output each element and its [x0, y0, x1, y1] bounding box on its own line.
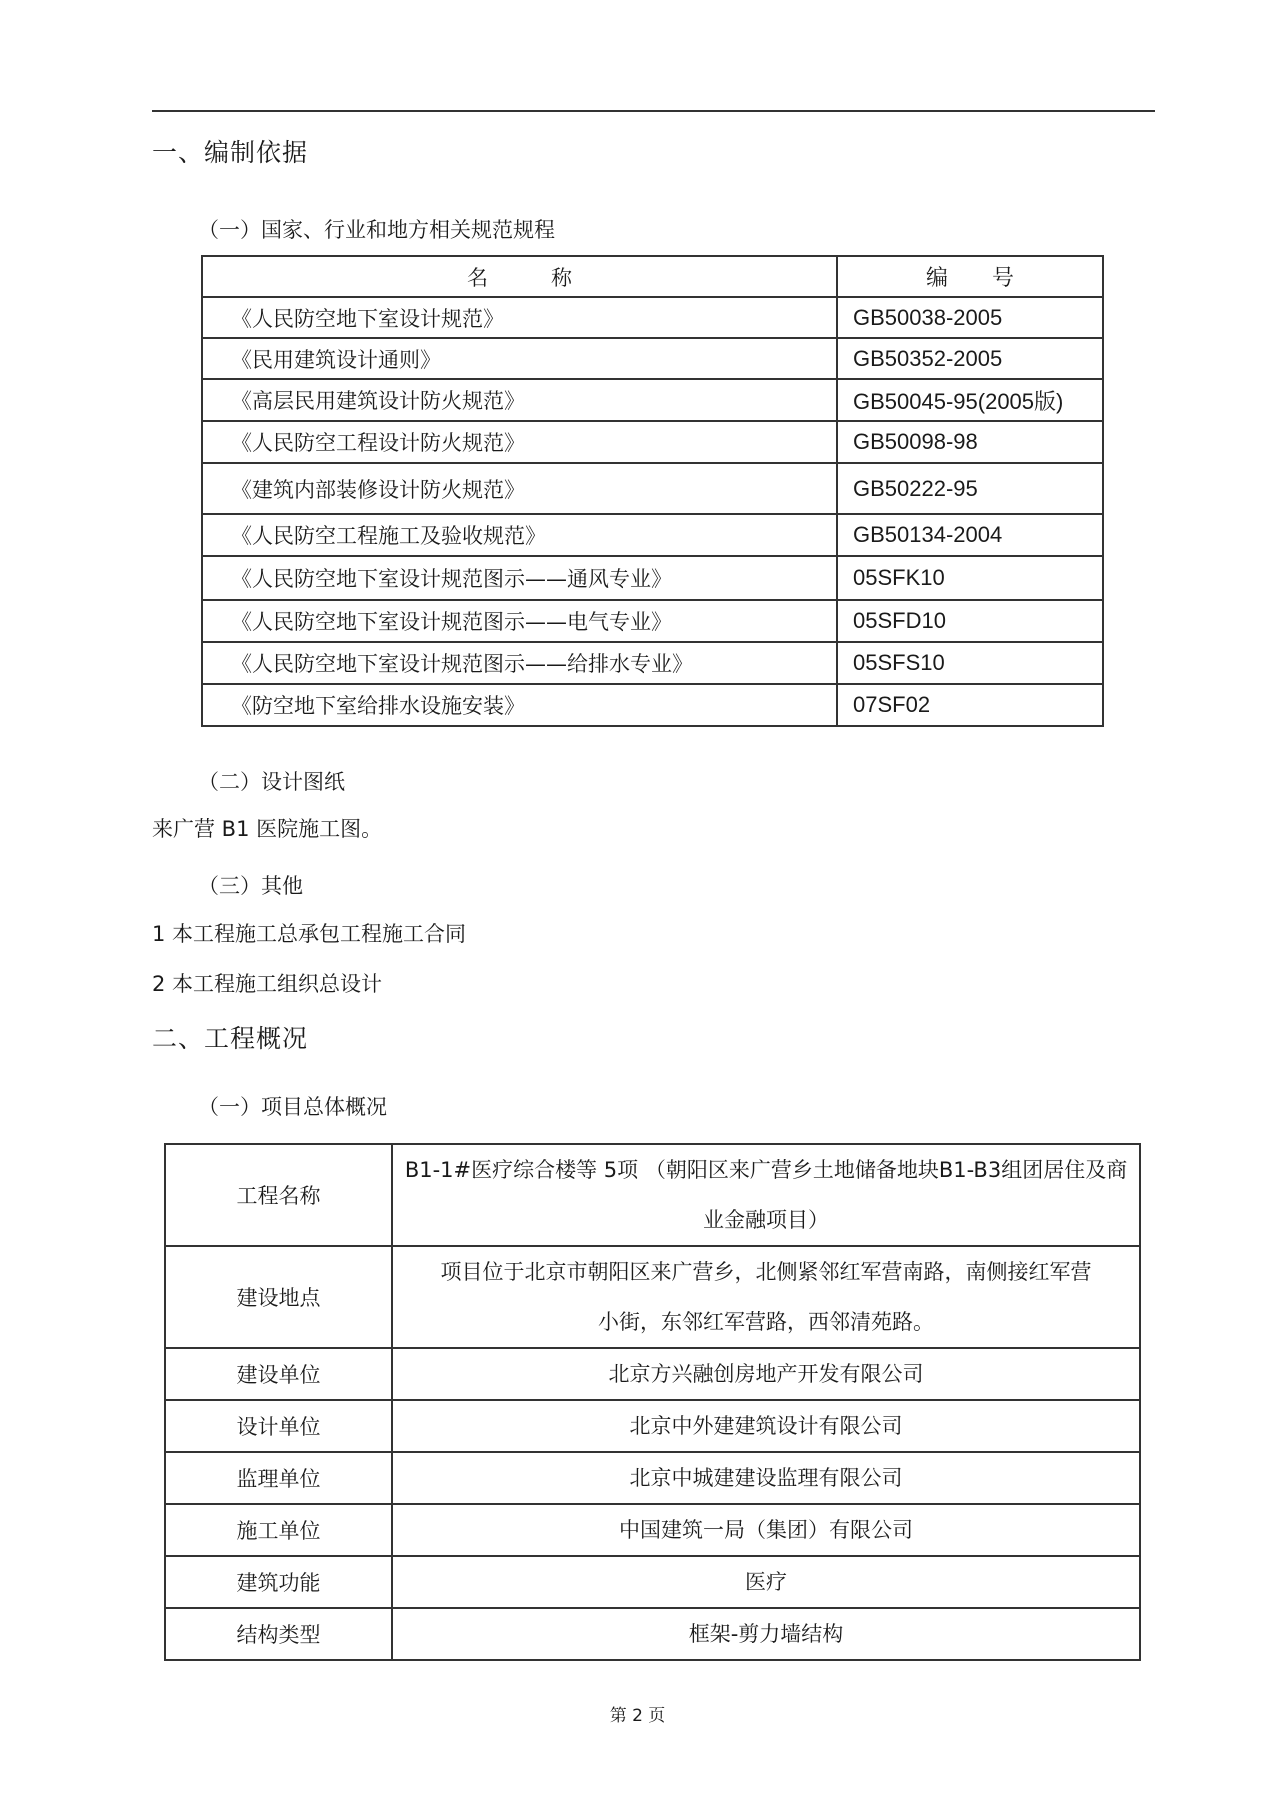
project-overview-table	[164, 1143, 1141, 1661]
row-label: 建筑功能	[165, 1556, 392, 1608]
section-1-sub1: （一）国家、行业和地方相关规范规程	[198, 218, 555, 242]
design-drawings-text: 来广营 B1 医院施工图。	[152, 817, 383, 841]
standard-code: GB50038-2005	[837, 297, 1103, 338]
row-value: 医疗	[392, 1556, 1140, 1608]
standards-table	[201, 255, 1104, 727]
section-1-sub3: （三）其他	[198, 874, 303, 898]
standard-name: 《防空地下室给排水设施安装》	[202, 684, 837, 726]
table-row	[202, 421, 1103, 463]
table-row	[202, 642, 1103, 684]
table-row	[202, 600, 1103, 642]
standard-code: GB50134-2004	[837, 514, 1103, 556]
row-label: 监理单位	[165, 1452, 392, 1504]
table-row	[202, 297, 1103, 338]
header-code: 编 号	[837, 256, 1103, 297]
table-row	[165, 1348, 1140, 1400]
standard-name: 《人民防空工程设计防火规范》	[202, 421, 837, 463]
standard-name: 《人民防空工程施工及验收规范》	[202, 514, 837, 556]
standard-name: 《人民防空地下室设计规范图示——电气专业》	[202, 600, 837, 642]
table-row	[202, 379, 1103, 421]
section-1-title: 一、编制依据	[152, 138, 309, 167]
table-row	[202, 556, 1103, 600]
page-number: 第 2 页	[609, 1706, 666, 1726]
table-row	[165, 1452, 1140, 1504]
row-label: 结构类型	[165, 1608, 392, 1660]
standard-name: 《人民防空地下室设计规范图示——给排水专业》	[202, 642, 837, 684]
table-row	[165, 1556, 1140, 1608]
table-row	[165, 1400, 1140, 1452]
row-value: 框架-剪力墙结构	[392, 1608, 1140, 1660]
standard-code: GB50045-95(2005版)	[837, 379, 1103, 421]
row-value: 项目位于北京市朝阳区来广营乡，北侧紧邻红军营南路，南侧接红军营小街，东邻红军营路，西邻清苑路。	[392, 1246, 1140, 1348]
row-label: 建设单位	[165, 1348, 392, 1400]
standards-header-row	[202, 256, 1103, 297]
row-label: 施工单位	[165, 1504, 392, 1556]
table-row	[165, 1144, 1140, 1246]
standard-code: 05SFS10	[837, 642, 1103, 684]
standard-name: 《高层民用建筑设计防火规范》	[202, 379, 837, 421]
row-label: 工程名称	[165, 1144, 392, 1246]
table-row	[202, 684, 1103, 726]
standard-code: GB50098-98	[837, 421, 1103, 463]
section-2-sub1: （一）项目总体概况	[198, 1095, 387, 1119]
section-2-title: 二、工程概况	[152, 1024, 309, 1053]
standard-code: GB50352-2005	[837, 338, 1103, 379]
table-row	[202, 514, 1103, 556]
row-label: 设计单位	[165, 1400, 392, 1452]
top-rule	[152, 110, 1155, 112]
table-row	[165, 1246, 1140, 1348]
other-item-1: 1 本工程施工总承包工程施工合同	[152, 922, 467, 946]
standard-name: 《建筑内部装修设计防火规范》	[202, 463, 837, 514]
row-value: 北京方兴融创房地产开发有限公司	[392, 1348, 1140, 1400]
standard-name: 《人民防空地下室设计规范》	[202, 297, 837, 338]
standard-code: 07SF02	[837, 684, 1103, 726]
table-row	[165, 1504, 1140, 1556]
standard-code: 05SFK10	[837, 556, 1103, 600]
table-row	[165, 1608, 1140, 1660]
standard-name: 《人民防空地下室设计规范图示——通风专业》	[202, 556, 837, 600]
standard-code: GB50222-95	[837, 463, 1103, 514]
standard-name: 《民用建筑设计通则》	[202, 338, 837, 379]
row-value: 北京中城建建设监理有限公司	[392, 1452, 1140, 1504]
table-row	[202, 463, 1103, 514]
other-item-2: 2 本工程施工组织总设计	[152, 972, 383, 996]
row-label: 建设地点	[165, 1246, 392, 1348]
row-value: 北京中外建建筑设计有限公司	[392, 1400, 1140, 1452]
row-value: B1-1#医疗综合楼等 5项 （朝阳区来广营乡土地储备地块B1-B3组团居住及商业金融项目）	[392, 1144, 1140, 1246]
section-1-sub2: （二）设计图纸	[198, 770, 345, 794]
table-row	[202, 338, 1103, 379]
standard-code: 05SFD10	[837, 600, 1103, 642]
header-name: 名 称	[202, 256, 837, 297]
row-value: 中国建筑一局（集团）有限公司	[392, 1504, 1140, 1556]
